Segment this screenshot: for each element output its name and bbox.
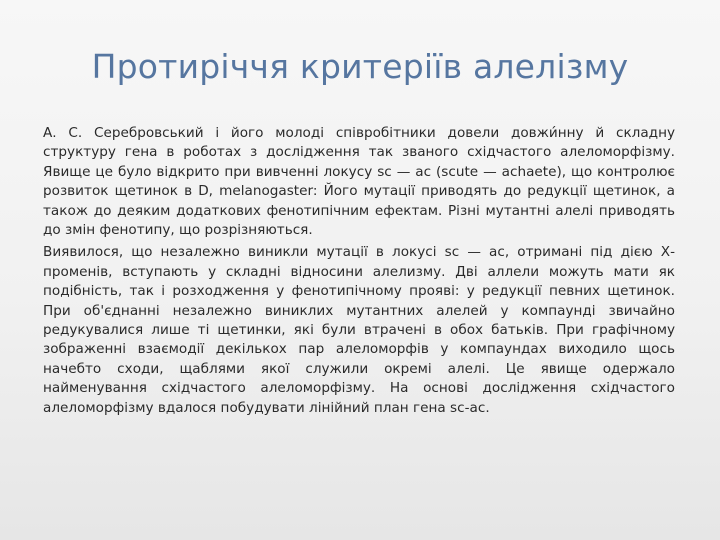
body-paragraph-2: Виявилося, що незалежно виникли мутації в локусі sc — ac, отримані під дією Х-променів, вступають у складні відносини алелизму. Дві аллели можуть мати як подібність, так і розходження у фенотипічному прояві: у редукції певних щетинок. При об'єднанні незалежно виниклих мутантних алелей у компаунді звичайно редукувалися лише ті щетинки, які були втрачені в обох батьків. При графічному зображенні взаємодії декількох пар алеломорфів у компаундах виходило щось начебто сходи, щаблями якої служили окремі алелі. Це явище одержало найменування східчастого алеломорфізму. На основі дослідження східчастого алеломорфізму вдалося побудувати лінійний план гена sc-ac. xyxy=(43,244,675,416)
slide-title: Протиріччя критеріїв алелізму xyxy=(91,47,629,86)
slide-body xyxy=(43,124,675,421)
body-paragraph-1: А. С. Серебровський і його молоді співробітники довели довжи́нну й складну структуру гена в роботах з дослідження так званого східчастого алеломорфізму. Явище це було відкрито при вивченні локусу sc — ac (scute — achaete), що контролює розвиток щетинок в D, melanogaster: Його мутації приводять до редукції щетинок, а також до деяким додаткових фенотипічним ефектам. Різні мутантні алелі приводять до змін фенотипу, що розрізняються. xyxy=(43,125,675,239)
